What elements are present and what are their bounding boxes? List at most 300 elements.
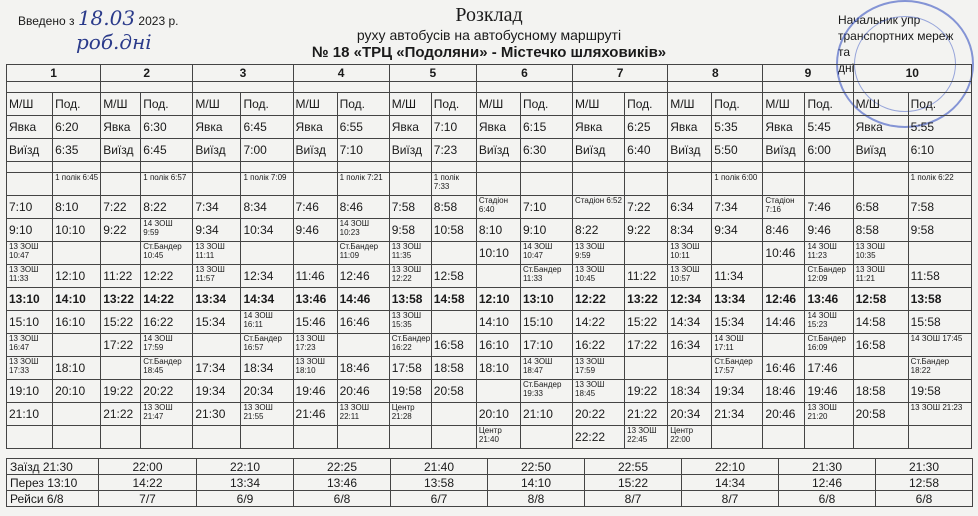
vyizd-time: 7:00 bbox=[241, 139, 293, 162]
stop-note: 13 ЗОШ 17:59 bbox=[573, 357, 625, 380]
time-cell bbox=[908, 242, 971, 265]
time-cell: 21:30 bbox=[193, 403, 241, 426]
pereiz-row-label: Перез 13:10 bbox=[7, 475, 99, 491]
time-cell bbox=[293, 426, 337, 449]
zaizd-row-label: Заїзд 21:30 bbox=[7, 459, 99, 475]
yavka-label: Явка bbox=[193, 116, 241, 139]
time-cell: 20:46 bbox=[337, 380, 389, 403]
stop-note: Ст.Бандер 16:57 bbox=[241, 334, 293, 357]
column-number: 2 bbox=[101, 65, 193, 82]
mw-label: М/Ш bbox=[853, 93, 908, 116]
time-cell bbox=[712, 426, 763, 449]
stop-note: 13 ЗОШ 15:35 bbox=[389, 311, 431, 334]
stop-note: Ст.Бандер 17:57 bbox=[712, 357, 763, 380]
route-title: № 18 «ТРЦ «Подоляни» - Містечко шляховиків» bbox=[311, 44, 667, 61]
stop-note: 14 ЗОШ 10:23 bbox=[337, 219, 389, 242]
time-cell: 17:22 bbox=[625, 334, 668, 357]
time-cell bbox=[573, 173, 625, 196]
time-cell: 9:34 bbox=[193, 219, 241, 242]
time-cell bbox=[520, 426, 572, 449]
zaizd-row-value: 22:10 bbox=[197, 459, 294, 475]
time-cell: 9:46 bbox=[805, 219, 853, 242]
time-cell: 8:34 bbox=[241, 196, 293, 219]
time-cell: 12:46 bbox=[337, 265, 389, 288]
stop-note: Ст.Бандер 19:33 bbox=[520, 380, 572, 403]
pod-label: Под. bbox=[908, 93, 971, 116]
yavka-time: 6:15 bbox=[520, 116, 572, 139]
stop-note: 1 полік 6:22 bbox=[908, 173, 971, 196]
spacer-cell bbox=[668, 82, 763, 93]
time-cell: 19:34 bbox=[712, 380, 763, 403]
time-cell bbox=[763, 334, 805, 357]
pereiz-row-value: 13:46 bbox=[294, 475, 391, 491]
column-number: 9 bbox=[763, 65, 853, 82]
stop-note: 14 ЗОШ 17:59 bbox=[141, 334, 193, 357]
introduced-label: Введено з bbox=[18, 14, 75, 28]
yavka-time: 5:55 bbox=[908, 116, 971, 139]
stop-note: Ст.Бандер 11:33 bbox=[520, 265, 572, 288]
spacer-cell bbox=[293, 162, 337, 173]
time-cell bbox=[668, 357, 712, 380]
stop-note: 14 ЗОШ 17:11 bbox=[712, 334, 763, 357]
stop-note: 14 ЗОШ 11:23 bbox=[805, 242, 853, 265]
stop-note: Ст.Бандер 10:45 bbox=[141, 242, 193, 265]
time-cell: 20:58 bbox=[853, 403, 908, 426]
signature: роб.дні bbox=[76, 30, 152, 54]
time-cell bbox=[101, 242, 141, 265]
schedule-table bbox=[6, 64, 972, 449]
time-cell bbox=[853, 357, 908, 380]
yavka-label: Явка bbox=[293, 116, 337, 139]
time-cell: 21:22 bbox=[101, 403, 141, 426]
time-cell: 17:22 bbox=[101, 334, 141, 357]
time-cell: 8:34 bbox=[668, 219, 712, 242]
vyizd-time: 6:10 bbox=[908, 139, 971, 162]
time-cell bbox=[625, 173, 668, 196]
vyizd-label: Виїзд bbox=[573, 139, 625, 162]
spacer-cell bbox=[476, 82, 572, 93]
stop-note: 1 полік 7:33 bbox=[431, 173, 476, 196]
time-cell: 16:58 bbox=[431, 334, 476, 357]
zaizd-row-value: 22:25 bbox=[294, 459, 391, 475]
time-cell: 22:22 bbox=[573, 426, 625, 449]
time-cell: 8:58 bbox=[431, 196, 476, 219]
stop-note: Стадіон 7:16 bbox=[763, 196, 805, 219]
time-cell: 16:22 bbox=[141, 311, 193, 334]
time-cell: 17:46 bbox=[805, 357, 853, 380]
time-cell bbox=[476, 380, 520, 403]
time-cell bbox=[908, 426, 971, 449]
time-cell: 13:10 bbox=[7, 288, 53, 311]
zaizd-row-value: 22:55 bbox=[585, 459, 682, 475]
approval-line2: транспортних мереж та bbox=[838, 29, 954, 59]
time-cell: 12:22 bbox=[573, 288, 625, 311]
time-cell bbox=[193, 334, 241, 357]
spacer-cell bbox=[101, 82, 193, 93]
spacer-cell bbox=[625, 162, 668, 173]
spacer-cell bbox=[853, 82, 971, 93]
vyizd-label: Виїзд bbox=[193, 139, 241, 162]
time-cell: 9:10 bbox=[520, 219, 572, 242]
stop-note: Ст.Бандер 16:22 bbox=[389, 334, 431, 357]
spacer-cell bbox=[712, 162, 763, 173]
time-cell: 11:34 bbox=[712, 265, 763, 288]
stop-note: 13 ЗОШ 11:11 bbox=[193, 242, 241, 265]
pereiz-row-value: 13:58 bbox=[391, 475, 488, 491]
time-cell: 20:34 bbox=[241, 380, 293, 403]
reisy-row-value: 8/8 bbox=[488, 491, 585, 507]
column-number: 8 bbox=[668, 65, 763, 82]
time-cell: 20:10 bbox=[476, 403, 520, 426]
stop-note: 1 полік 7:21 bbox=[337, 173, 389, 196]
time-cell bbox=[431, 426, 476, 449]
time-cell bbox=[625, 242, 668, 265]
time-cell: 17:10 bbox=[520, 334, 572, 357]
time-cell: 16:22 bbox=[573, 334, 625, 357]
stop-note: 13 ЗОШ 10:47 bbox=[7, 242, 53, 265]
stop-note: Стадіон 6:40 bbox=[476, 196, 520, 219]
vyizd-time: 6:30 bbox=[520, 139, 572, 162]
spacer-cell bbox=[53, 162, 101, 173]
yavka-time: 7:10 bbox=[431, 116, 476, 139]
spacer-cell bbox=[193, 162, 241, 173]
time-cell: 10:58 bbox=[431, 219, 476, 242]
time-cell: 14:10 bbox=[476, 311, 520, 334]
yavka-label: Явка bbox=[7, 116, 53, 139]
yavka-time: 6:25 bbox=[625, 116, 668, 139]
reisy-row-value: 6/8 bbox=[294, 491, 391, 507]
time-cell bbox=[763, 426, 805, 449]
time-cell bbox=[7, 426, 53, 449]
time-cell bbox=[337, 426, 389, 449]
time-cell: 7:10 bbox=[7, 196, 53, 219]
pod-label: Под. bbox=[712, 93, 763, 116]
pod-label: Под. bbox=[141, 93, 193, 116]
vyizd-time: 7:23 bbox=[431, 139, 476, 162]
time-cell: 8:46 bbox=[337, 196, 389, 219]
time-cell: 15:22 bbox=[625, 311, 668, 334]
stop-note: 13 ЗОШ 11:33 bbox=[7, 265, 53, 288]
time-cell: 14:22 bbox=[141, 288, 193, 311]
stop-note: 13 ЗОШ 21:55 bbox=[241, 403, 293, 426]
time-cell: 21:46 bbox=[293, 403, 337, 426]
spacer-cell bbox=[476, 162, 520, 173]
zaizd-row-value: 21:30 bbox=[779, 459, 876, 475]
time-cell: 16:46 bbox=[763, 357, 805, 380]
yavka-label: Явка bbox=[573, 116, 625, 139]
time-cell bbox=[389, 173, 431, 196]
stop-note: 13 ЗОШ 12:22 bbox=[389, 265, 431, 288]
time-cell: 18:58 bbox=[853, 380, 908, 403]
stop-note: Центр 21:40 bbox=[476, 426, 520, 449]
time-cell: 6:34 bbox=[668, 196, 712, 219]
mw-label: М/Ш bbox=[763, 93, 805, 116]
yavka-time: 6:30 bbox=[141, 116, 193, 139]
time-cell: 21:10 bbox=[520, 403, 572, 426]
column-number: 4 bbox=[293, 65, 389, 82]
column-number: 7 bbox=[573, 65, 668, 82]
vyizd-label: Виїзд bbox=[668, 139, 712, 162]
vyizd-label: Виїзд bbox=[7, 139, 53, 162]
time-cell: 11:58 bbox=[908, 265, 971, 288]
time-cell: 8:46 bbox=[763, 219, 805, 242]
yavka-label: Явка bbox=[101, 116, 141, 139]
time-cell: 15:22 bbox=[101, 311, 141, 334]
stop-note: 14 ЗОШ 16:11 bbox=[241, 311, 293, 334]
pereiz-row-value: 14:22 bbox=[99, 475, 197, 491]
time-cell: 9:10 bbox=[7, 219, 53, 242]
time-cell: 18:10 bbox=[476, 357, 520, 380]
stop-note: 13 ЗОШ 21:47 bbox=[141, 403, 193, 426]
time-cell: 13:46 bbox=[805, 288, 853, 311]
yavka-label: Явка bbox=[476, 116, 520, 139]
stop-note: 13 ЗОШ 10:57 bbox=[668, 265, 712, 288]
time-cell: 15:58 bbox=[908, 311, 971, 334]
pod-label: Под. bbox=[625, 93, 668, 116]
reisy-row-value: 7/7 bbox=[99, 491, 197, 507]
time-cell: 8:10 bbox=[476, 219, 520, 242]
vyizd-time: 6:40 bbox=[625, 139, 668, 162]
spacer-cell bbox=[908, 162, 971, 173]
yavka-label: Явка bbox=[763, 116, 805, 139]
vyizd-label: Виїзд bbox=[101, 139, 141, 162]
vyizd-time: 5:50 bbox=[712, 139, 763, 162]
stop-note: 1 полік 6:00 bbox=[712, 173, 763, 196]
time-cell bbox=[53, 334, 101, 357]
vyizd-label: Виїзд bbox=[389, 139, 431, 162]
time-cell: 13:46 bbox=[293, 288, 337, 311]
time-cell: 19:22 bbox=[625, 380, 668, 403]
stop-note: 1 полік 6:45 bbox=[53, 173, 101, 196]
time-cell: 7:34 bbox=[712, 196, 763, 219]
yavka-label: Явка bbox=[853, 116, 908, 139]
mw-label: М/Ш bbox=[389, 93, 431, 116]
time-cell: 9:58 bbox=[908, 219, 971, 242]
time-cell bbox=[625, 357, 668, 380]
page-title: Розклад bbox=[455, 4, 523, 26]
vyizd-time: 6:35 bbox=[53, 139, 101, 162]
time-cell: 18:46 bbox=[763, 380, 805, 403]
spacer-cell bbox=[293, 82, 389, 93]
yavka-time: 5:35 bbox=[712, 116, 763, 139]
stop-note: Ст.Бандер 12:09 bbox=[805, 265, 853, 288]
time-cell: 19:22 bbox=[101, 380, 141, 403]
yavka-time: 6:55 bbox=[337, 116, 389, 139]
time-cell: 20:34 bbox=[668, 403, 712, 426]
stop-note: 14 ЗОШ 9:59 bbox=[141, 219, 193, 242]
time-cell bbox=[193, 426, 241, 449]
time-cell: 13:34 bbox=[712, 288, 763, 311]
stop-note: 13 ЗОШ 18:10 bbox=[293, 357, 337, 380]
reisy-row-value: 6/9 bbox=[197, 491, 294, 507]
vyizd-time: 6:00 bbox=[805, 139, 853, 162]
time-cell: 15:34 bbox=[193, 311, 241, 334]
stop-note: 13 ЗОШ 17:33 bbox=[7, 357, 53, 380]
spacer-cell bbox=[573, 82, 668, 93]
reisy-row-value: 8/7 bbox=[682, 491, 779, 507]
time-cell: 14:34 bbox=[241, 288, 293, 311]
time-cell: 8:58 bbox=[853, 219, 908, 242]
spacer-cell bbox=[241, 162, 293, 173]
time-cell: 9:46 bbox=[293, 219, 337, 242]
stop-note: Центр 21:28 bbox=[389, 403, 431, 426]
time-cell: 15:34 bbox=[712, 311, 763, 334]
time-cell bbox=[7, 173, 53, 196]
stop-note: 13 ЗОШ 10:11 bbox=[668, 242, 712, 265]
time-cell: 14:58 bbox=[853, 311, 908, 334]
time-cell bbox=[53, 242, 101, 265]
time-cell: 14:46 bbox=[337, 288, 389, 311]
time-cell bbox=[241, 426, 293, 449]
time-cell: 9:58 bbox=[389, 219, 431, 242]
time-cell bbox=[520, 173, 572, 196]
zaizd-row-value: 21:40 bbox=[391, 459, 488, 475]
zaizd-row-value: 22:00 bbox=[99, 459, 197, 475]
pod-label: Под. bbox=[241, 93, 293, 116]
mw-label: М/Ш bbox=[193, 93, 241, 116]
time-cell: 7:34 bbox=[193, 196, 241, 219]
time-cell: 18:34 bbox=[241, 357, 293, 380]
spacer-cell bbox=[853, 162, 908, 173]
introduced-date: 18.03 bbox=[77, 6, 136, 30]
stop-note: 1 полік 6:57 bbox=[141, 173, 193, 196]
stop-note: Ст.Бандер 18:45 bbox=[141, 357, 193, 380]
introduced-year: 2023 р. bbox=[138, 14, 179, 28]
time-cell: 16:58 bbox=[853, 334, 908, 357]
time-cell: 7:46 bbox=[293, 196, 337, 219]
stop-note: 13 ЗОШ 21:20 bbox=[805, 403, 853, 426]
time-cell bbox=[763, 173, 805, 196]
spacer-cell bbox=[573, 162, 625, 173]
stop-note: Ст.Бандер 18:22 bbox=[908, 357, 971, 380]
mw-label: М/Ш bbox=[573, 93, 625, 116]
mw-label: М/Ш bbox=[293, 93, 337, 116]
pereiz-row-value: 15:22 bbox=[585, 475, 682, 491]
time-cell: 19:10 bbox=[7, 380, 53, 403]
time-cell: 8:10 bbox=[53, 196, 101, 219]
summary-table bbox=[6, 458, 973, 507]
zaizd-row-value: 21:30 bbox=[876, 459, 973, 475]
column-number: 3 bbox=[193, 65, 293, 82]
time-cell bbox=[241, 242, 293, 265]
stop-note: Ст.Бандер 16:09 bbox=[805, 334, 853, 357]
spacer-cell bbox=[193, 82, 293, 93]
spacer-cell bbox=[389, 82, 476, 93]
stop-note: 13 ЗОШ 10:45 bbox=[573, 265, 625, 288]
time-cell: 15:10 bbox=[520, 311, 572, 334]
time-cell: 9:34 bbox=[712, 219, 763, 242]
time-cell: 18:10 bbox=[53, 357, 101, 380]
time-cell bbox=[805, 426, 853, 449]
spacer-cell bbox=[763, 82, 853, 93]
stop-note: 13 ЗОШ 22:11 bbox=[337, 403, 389, 426]
spacer-cell bbox=[520, 162, 572, 173]
time-cell bbox=[141, 426, 193, 449]
time-cell: 6:58 bbox=[853, 196, 908, 219]
time-cell: 14:10 bbox=[53, 288, 101, 311]
reisy-row bbox=[7, 491, 973, 507]
time-cell bbox=[476, 265, 520, 288]
spacer-cell bbox=[7, 162, 53, 173]
spacer-cell bbox=[668, 162, 712, 173]
approval-title: Начальник упр bbox=[838, 13, 921, 27]
stop-note: 13 ЗОШ 16:47 bbox=[7, 334, 53, 357]
time-cell: 12:46 bbox=[763, 288, 805, 311]
time-cell: 21:10 bbox=[7, 403, 53, 426]
time-cell bbox=[193, 173, 241, 196]
time-cell: 13:34 bbox=[193, 288, 241, 311]
time-cell bbox=[53, 403, 101, 426]
stop-note: Центр 22:00 bbox=[668, 426, 712, 449]
time-cell bbox=[389, 426, 431, 449]
vyizd-time: 6:45 bbox=[141, 139, 193, 162]
time-cell: 16:34 bbox=[668, 334, 712, 357]
vyizd-label: Виїзд bbox=[293, 139, 337, 162]
time-cell: 17:58 bbox=[389, 357, 431, 380]
reisy-row-value: 6/8 bbox=[876, 491, 973, 507]
time-cell: 20:22 bbox=[573, 403, 625, 426]
time-cell bbox=[337, 334, 389, 357]
stop-note: 1 полік 7:09 bbox=[241, 173, 293, 196]
time-cell: 12:34 bbox=[668, 288, 712, 311]
time-cell: 21:22 bbox=[625, 403, 668, 426]
time-cell bbox=[101, 357, 141, 380]
yavka-time: 6:45 bbox=[241, 116, 293, 139]
reisy-row-label: Рейси 6/8 bbox=[7, 491, 99, 507]
spacer-cell bbox=[389, 162, 431, 173]
time-cell bbox=[763, 265, 805, 288]
time-cell bbox=[293, 242, 337, 265]
reisy-row-value: 8/7 bbox=[585, 491, 682, 507]
time-cell: 17:34 bbox=[193, 357, 241, 380]
yavka-label: Явка bbox=[668, 116, 712, 139]
zaizd-row-value: 22:10 bbox=[682, 459, 779, 475]
pereiz-row-value: 14:10 bbox=[488, 475, 585, 491]
time-cell bbox=[712, 242, 763, 265]
time-cell: 21:34 bbox=[712, 403, 763, 426]
column-number: 1 bbox=[7, 65, 101, 82]
column-number: 5 bbox=[389, 65, 476, 82]
time-cell: 14:22 bbox=[573, 311, 625, 334]
time-cell: 13:58 bbox=[908, 288, 971, 311]
time-cell: 9:22 bbox=[625, 219, 668, 242]
stop-note: 13 ЗОШ 11:21 bbox=[853, 265, 908, 288]
spacer-cell bbox=[805, 162, 853, 173]
time-cell: 11:22 bbox=[101, 265, 141, 288]
stop-note: 13 ЗОШ 22:45 bbox=[625, 426, 668, 449]
time-cell bbox=[853, 173, 908, 196]
pod-label: Под. bbox=[431, 93, 476, 116]
time-cell: 12:34 bbox=[241, 265, 293, 288]
time-cell bbox=[805, 173, 853, 196]
time-cell: 10:10 bbox=[53, 219, 101, 242]
zaizd-row-value: 22:50 bbox=[488, 459, 585, 475]
stop-note: 14 ЗОШ 17:45 bbox=[908, 334, 971, 357]
time-cell: 10:34 bbox=[241, 219, 293, 242]
stop-note: 14 ЗОШ 18:47 bbox=[520, 357, 572, 380]
time-cell: 11:46 bbox=[293, 265, 337, 288]
pereiz-row-value: 12:58 bbox=[876, 475, 973, 491]
mw-label: М/Ш bbox=[101, 93, 141, 116]
time-cell: 12:10 bbox=[53, 265, 101, 288]
time-cell: 20:10 bbox=[53, 380, 101, 403]
stop-note: 13 ЗОШ 18:45 bbox=[573, 380, 625, 403]
time-cell: 9:22 bbox=[101, 219, 141, 242]
time-cell: 18:58 bbox=[431, 357, 476, 380]
spacer-cell bbox=[763, 162, 805, 173]
time-cell bbox=[668, 173, 712, 196]
time-cell: 19:46 bbox=[805, 380, 853, 403]
